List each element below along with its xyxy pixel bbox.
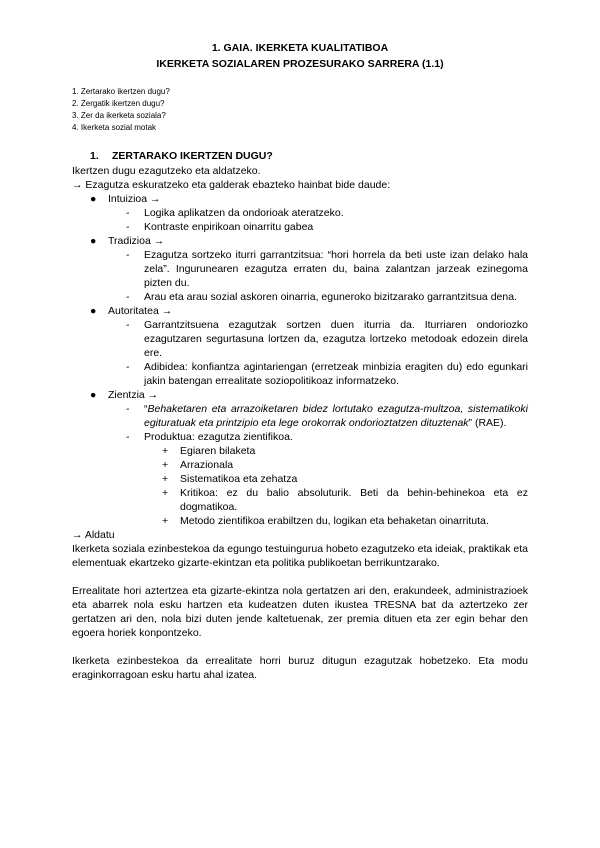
quote-open: “ [144,403,148,415]
bullet-autoritatea [72,304,528,318]
document-subtitle: IKERKETA SOZIALAREN PROZESURAKO SARRERA (1.1) [156,58,444,70]
bullet-icon: ● [90,389,97,401]
dash-text: Arau eta arau sozial askoren oinarria, eguneroko bizitzarako garrantzitsua dena. [144,291,517,303]
dash-icon: - [126,361,130,373]
dash-icon: - [126,291,130,303]
dash-item-definition [72,402,528,430]
bullet-intuizioa [72,192,528,206]
dash-item [72,290,528,304]
dash-item [72,430,528,444]
dash-item [72,360,528,388]
toc-item: 2. Zergatik ikertzen dugu? [72,99,165,108]
bullet-icon: ● [90,305,97,317]
section-heading-text: ZERTARAKO IKERTZEN DUGU? [112,150,273,162]
document-title: 1. GAIA. IKERKETA KUALITATIBOA [211,42,389,54]
section-heading [90,150,273,162]
toc-item: 1. Zertarako ikertzen dugu? [72,87,170,96]
bullet-icon: ● [90,235,97,247]
plus-text: Arrazionala [180,459,234,471]
definition-text: Behaketaren eta arrazoiketaren bidez lortutako ezagutza-multzoa, sistematikoki egituratuak eta printzipio eta lege orokorrak ondorioztatzen dituztenak [144,403,528,429]
dash-item [72,318,528,360]
dash-item [72,220,528,234]
plus-text: Egiaren bilaketa [180,445,256,457]
quote-close: ” (RAE). [468,417,507,429]
dash-icon: - [126,431,130,443]
plus-icon: + [162,473,169,485]
table-of-contents [72,86,170,134]
dash-icon: - [126,207,130,219]
bullet-icon: ● [90,193,97,205]
plus-icon: + [162,445,169,457]
section-number: 1. [90,150,99,162]
plus-item [72,458,528,472]
dash-icon: - [126,403,130,415]
plus-icon: + [162,459,169,471]
bullet-zientzia [72,388,528,402]
dash-text: Garrantzitsuena ezagutzak sortzen duen iturria da. Iturriaren ondoriozko ezagutzaren segurtasuna lortzen da, ezagutza lortzeko metodoak edozein direla ere. [144,319,528,359]
dash-icon: - [126,221,130,233]
plus-item [72,486,528,514]
plus-text: Kritikoa: ez du balio absoluturik. Beti da behin-behinekoa eta ez dogmatikoa. [180,487,528,513]
plus-item [72,514,528,528]
paragraph: Errealitate hori aztertzea eta gizarte-ekintza nola gertatzen ari den, erakundeek, administrazioek eta abarrek nola esku hartzen eta kudeatzen duten ikustea TRESNA bat da aztertzeko zer gertatzen ari den, nola bizi duten jende kaltetuenak, zer premia dituen eta zer egin behar den egoera horiek konpontzeko. [72,585,528,639]
plus-item [72,444,528,458]
bullet-label: Autoritatea → [108,305,173,317]
bullet-label: Intuizioa → [108,193,161,205]
plus-item [72,472,528,486]
plus-icon: + [162,487,169,499]
dash-item [72,206,528,220]
section-body [72,164,528,682]
dash-text: Logika aplikatzen da ondorioak ateratzeko. [144,207,344,219]
dash-text: Produktua: ezagutza zientifikoa. [144,431,293,443]
intro-line: → Ezagutza eskuratzeko eta galderak ebazteko hainbat bide daude: [72,179,391,191]
plus-icon: + [162,515,169,527]
bullet-tradizioa [72,234,528,248]
paragraph-spacer [72,570,528,584]
aldatu-label: → Aldatu [72,529,115,541]
dash-text: Ezagutza sortzeko iturri garrantzitsua: “hori horrela da beti uste izan delako hala zela”. Ingurunearen ezagutza erraten du, baina zalantzan jarzeak ezinegoma pizten du. [144,249,528,289]
dash-text: Adibidea: konfiantza agintariengan (erretzeak minbizia eragiten du) edo egunkari jakin batengan errealitate soziopolitikoaz informatzeko. [144,361,528,387]
plus-text: Sistematikoa eta zehatza [180,473,298,485]
dash-icon: - [126,249,130,261]
paragraph: Ikerketa soziala ezinbestekoa da egungo testuingurua hobeto ezagutzeko eta ideiak, praktikak eta elementuak ekartzeko gizarte-ekintzan eta politika publikoetan berrikuntzarako. [72,543,528,569]
paragraph: Ikerketa ezinbestekoa da errealitate horri buruz ditugun ezagutzak hobetzeko. Eta modu eraginkorragoan esku hartu ahal izatea. [72,655,528,681]
plus-text: Metodo zientifikoa erabiltzen du, logikan eta behaketan oinarrituta. [180,515,489,527]
toc-item: 3. Zer da ikerketa soziala? [72,111,166,120]
intro-line: Ikertzen dugu ezagutzeko eta aldatzeko. [72,165,261,177]
toc-item: 4. Ikerketa sozial motak [72,123,157,132]
dash-item [72,248,528,290]
dash-icon: - [126,319,130,331]
dash-text: Kontraste enpirikoan oinarritu gabea [144,221,314,233]
paragraph-spacer [72,640,528,654]
bullet-label: Tradizioa → [108,235,165,247]
bullet-label: Zientzia → [108,389,159,401]
